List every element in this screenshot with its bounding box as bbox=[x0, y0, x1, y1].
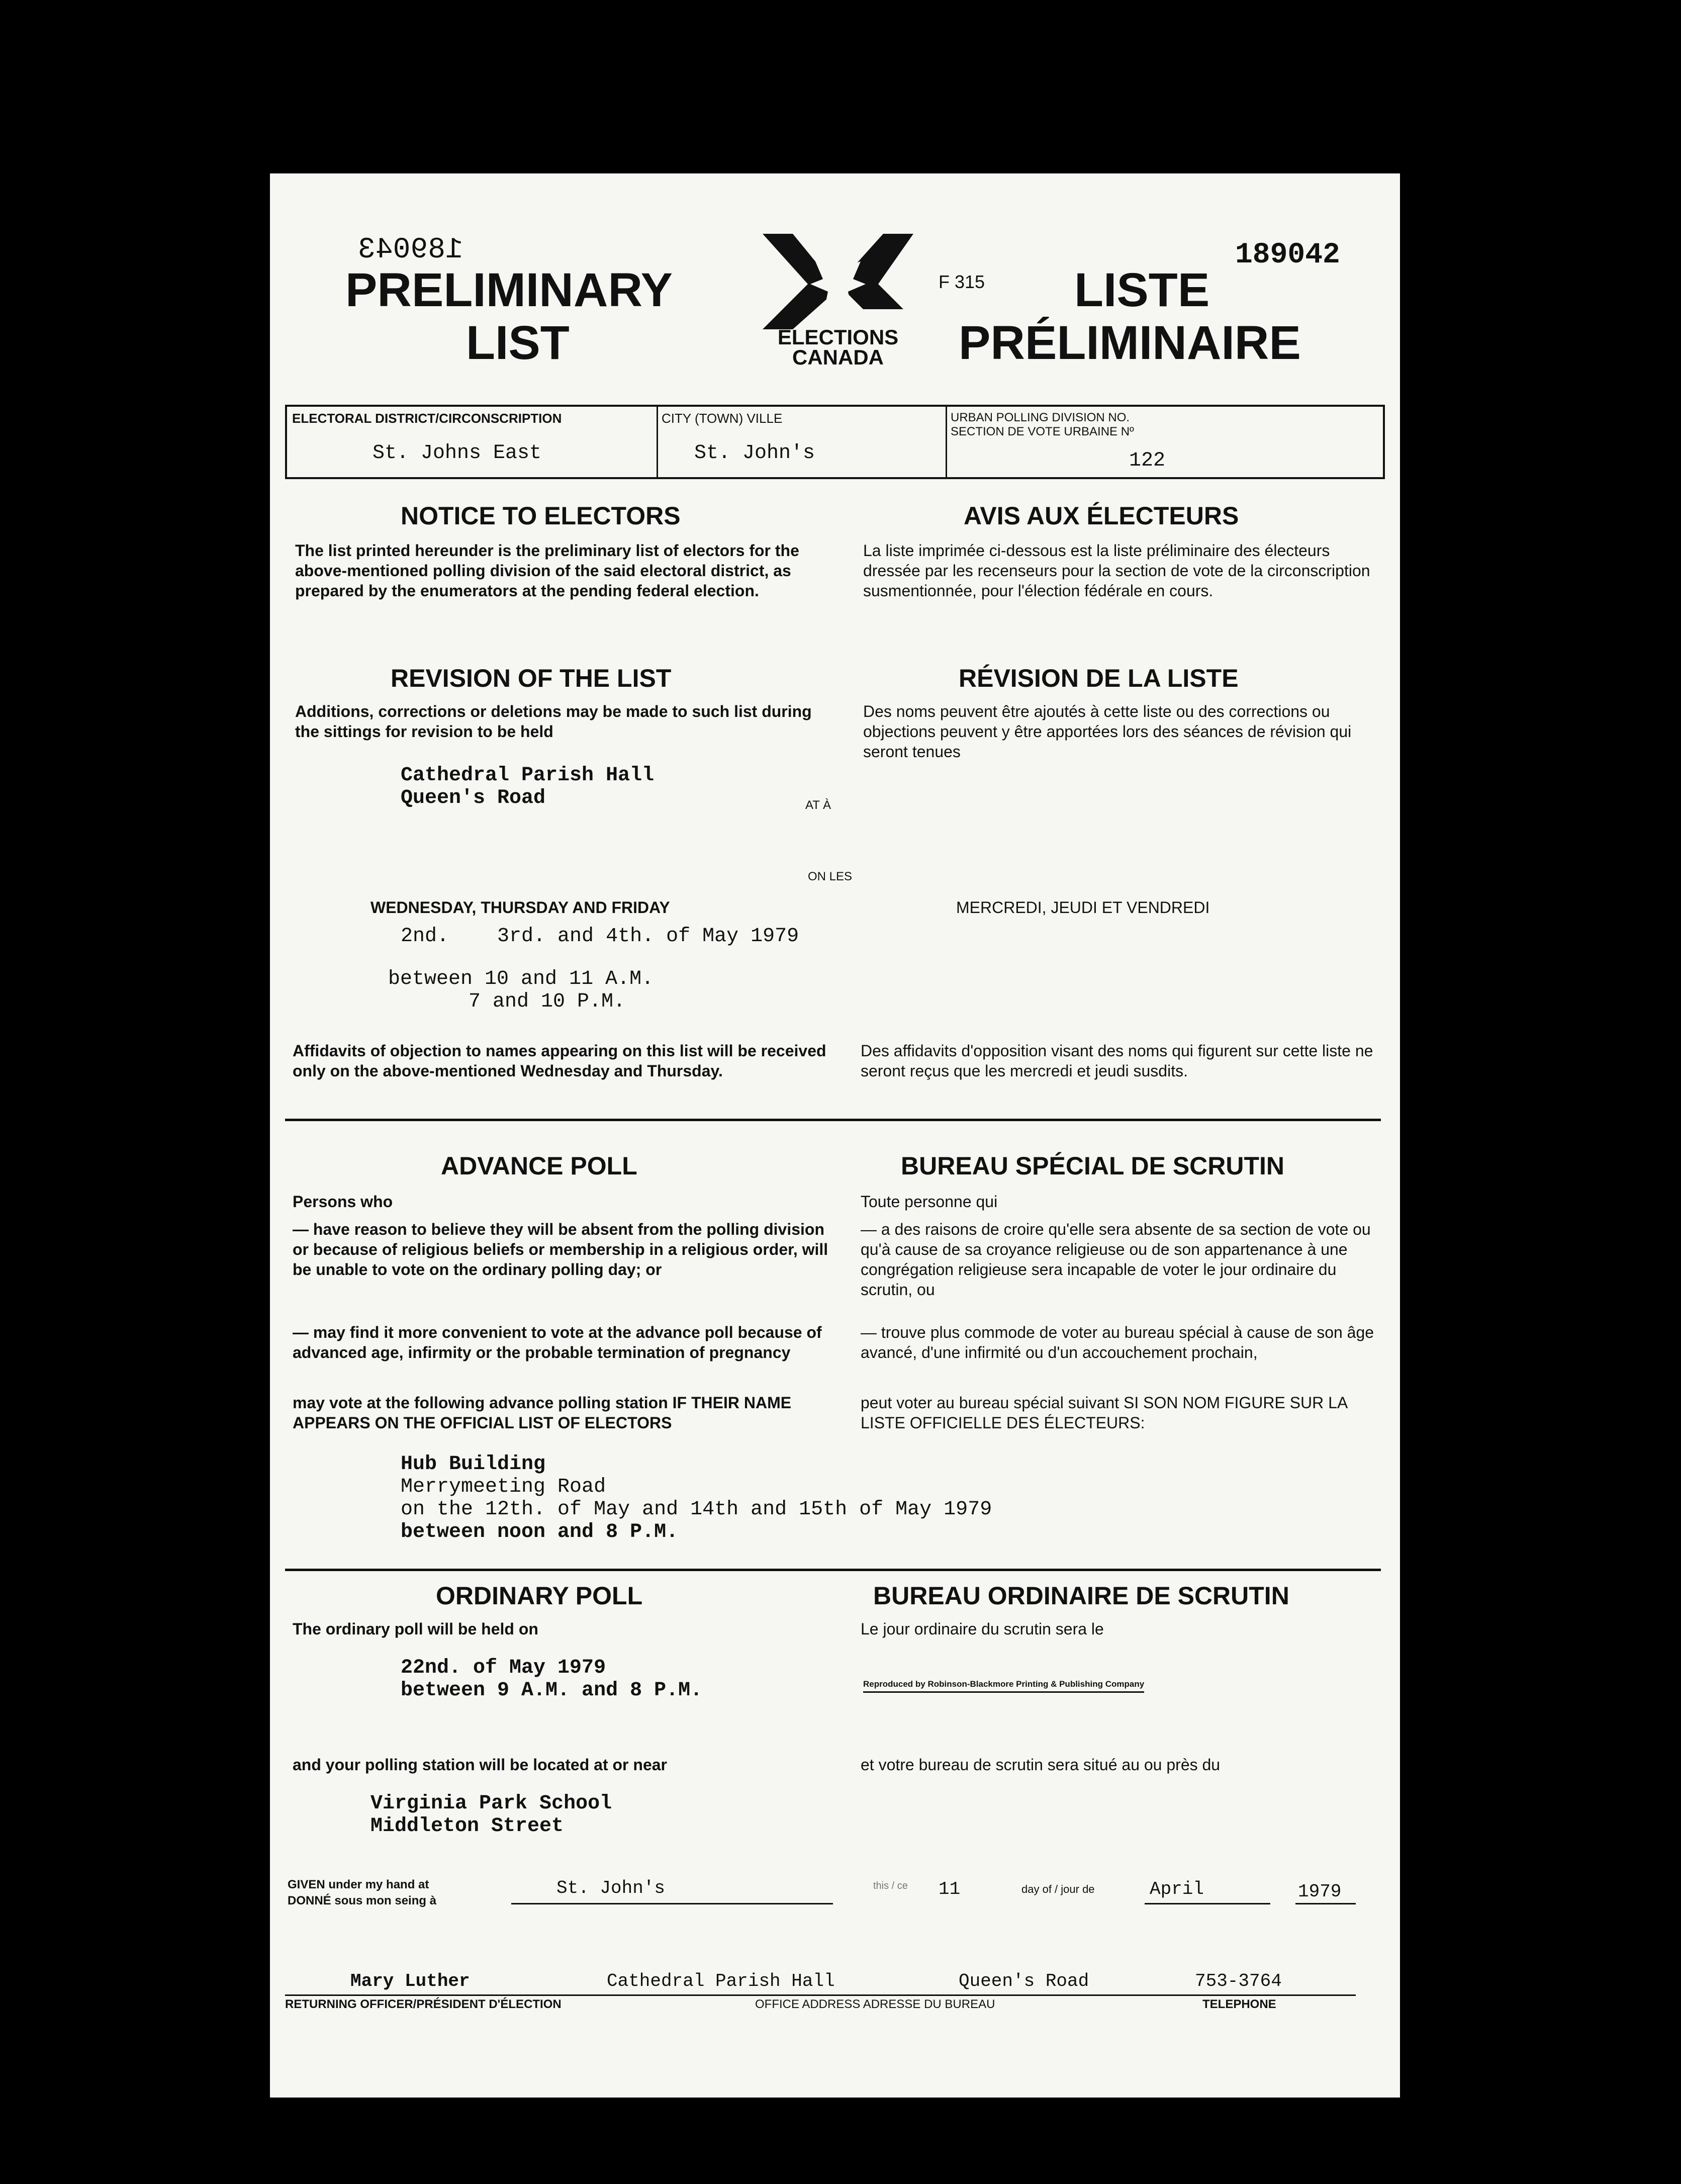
office-address-label: OFFICE ADDRESS ADRESSE DU BUREAU bbox=[755, 1997, 995, 2011]
serial-number-mirrored: 189043 bbox=[358, 234, 463, 266]
division-label-1: URBAN POLLING DIVISION NO. bbox=[951, 411, 1130, 424]
revision-text-en: Additions, corrections or deletions may be made to such list during the sittings for revision to be held bbox=[295, 702, 812, 741]
ordinary-date-1: 22nd. of May 1979 bbox=[401, 1657, 606, 1679]
advance-may-vote-en: may vote at the following advance polling station IF THEIR NAME APPEARS ON THE OFFICIAL LIST OF ELECTORS bbox=[293, 1394, 792, 1432]
section-divider bbox=[285, 1119, 1381, 1121]
ordinary-station-en: and your polling station will be located at or near bbox=[293, 1756, 667, 1774]
telephone-label: TELEPHONE bbox=[1202, 1997, 1276, 2011]
revision-place-1: Cathedral Parish Hall bbox=[401, 764, 655, 787]
division-value: 122 bbox=[1129, 449, 1166, 472]
revision-time-1: between 10 and 11 A.M. bbox=[388, 968, 654, 990]
given-year: 1979 bbox=[1298, 1881, 1342, 1902]
advance-place-2: Merrymeeting Road bbox=[401, 1476, 606, 1498]
ordinary-station-1: Virginia Park School bbox=[370, 1792, 612, 1815]
advance-item1-fr: — a des raisons de croire qu'elle sera absente de sa section de vote ou qu'à cause de sa croyance religieuse ou de son appartenance à une congrégation religieuse sera incapable de voter le jour ordinaire du scrutin, ou bbox=[861, 1220, 1371, 1299]
notice-text-fr: La liste imprimée ci-dessous est la liste préliminaire des électeurs dressée par les recenseurs pour la section de vote de la circonscription susmentionnée, pour l'élection fédérale en cours. bbox=[863, 541, 1370, 600]
city-label: CITY (TOWN) VILLE bbox=[662, 411, 783, 426]
advance-persons-en: Persons who bbox=[293, 1193, 393, 1211]
elections-canada-logo bbox=[753, 229, 923, 369]
affidavit-en: Affidavits of objection to names appearing on this list will be received only on the above-mentioned Wednesday and Thursday. bbox=[293, 1042, 826, 1080]
revision-time-2: 7 and 10 P.M. bbox=[469, 990, 626, 1013]
advance-place-4: between noon and 8 P.M. bbox=[401, 1521, 679, 1543]
notice-title-en: NOTICE TO ELECTORS bbox=[401, 502, 681, 530]
ordinary-title-en: ORDINARY POLL bbox=[436, 1582, 643, 1610]
ordinary-title-fr: BUREAU ORDINAIRE DE SCRUTIN bbox=[873, 1582, 1289, 1610]
revision-title-fr: RÉVISION DE LA LISTE bbox=[959, 664, 1239, 692]
section-divider bbox=[285, 1569, 1381, 1571]
district-box bbox=[285, 405, 1385, 479]
revision-text-fr: Des noms peuvent être ajoutés à cette liste ou des corrections ou objections peuvent y être apportées lors des séances de révision qui seront tenues bbox=[863, 702, 1352, 761]
title-en-line2: LIST bbox=[466, 316, 570, 370]
logo-text-line2: CANADA bbox=[792, 345, 884, 369]
advance-item2-en: — may find it more convenient to vote at the advance poll because of advanced age, infirmity or the probable termination of pregnancy bbox=[293, 1323, 822, 1361]
document-page bbox=[270, 173, 1400, 2098]
days-fr: MERCREDI, JEUDI ET VENDREDI bbox=[956, 898, 1210, 917]
ordinary-station-2: Middleton Street bbox=[370, 1815, 564, 1838]
ordinary-station-fr: et votre bureau de scrutin sera situé au ou près du bbox=[861, 1756, 1221, 1774]
advance-persons-fr: Toute personne qui bbox=[861, 1193, 998, 1211]
given-month: April bbox=[1150, 1879, 1204, 1899]
officer-name-label: RETURNING OFFICER/PRÉSIDENT D'ÉLECTION bbox=[285, 1997, 562, 2011]
officer-phone: 753-3764 bbox=[1195, 1971, 1282, 1991]
serial-number: 189042 bbox=[1235, 239, 1340, 271]
revision-place-2: Queen's Road bbox=[401, 787, 546, 809]
on-label: ON LES bbox=[808, 870, 853, 883]
logo-text-line1: ELECTIONS bbox=[777, 325, 899, 349]
advance-place-3: on the 12th. of May and 14th and 15th of May 1979 bbox=[401, 1498, 992, 1521]
title-en-line1: PRELIMINARY bbox=[345, 263, 673, 317]
district-label: ELECTORAL DISTRICT/CIRCONSCRIPTION bbox=[292, 411, 562, 426]
advance-may-vote-fr: peut voter au bureau spécial suivant SI SON NOM FIGURE SUR LA LISTE OFFICIELLE DES ÉLECTEURS: bbox=[861, 1394, 1347, 1432]
at-label: AT À bbox=[805, 798, 831, 812]
given-day: 11 bbox=[939, 1879, 961, 1899]
officer-road: Queen's Road bbox=[959, 1971, 1089, 1991]
officer-name: Mary Luther bbox=[350, 1971, 470, 1991]
title-fr-line1: LISTE bbox=[1074, 263, 1210, 317]
advance-title-fr: BUREAU SPÉCIAL DE SCRUTIN bbox=[901, 1152, 1285, 1180]
advance-item2-fr: — trouve plus commode de voter au bureau spécial à cause de son âge avancé, d'une infirmité ou d'un accouchement prochain, bbox=[861, 1323, 1374, 1361]
day-of-label: day of / jour de bbox=[1021, 1883, 1095, 1895]
ordinary-held-en: The ordinary poll will be held on bbox=[293, 1620, 538, 1638]
affidavit-fr: Des affidavits d'opposition visant des noms qui figurent sur cette liste ne seront reçus que les mercredi et jeudi susdits. bbox=[861, 1042, 1373, 1080]
advance-title-en: ADVANCE POLL bbox=[441, 1152, 637, 1180]
notice-title-fr: AVIS AUX ÉLECTEURS bbox=[964, 502, 1239, 530]
given-label-en: GIVEN under my hand at bbox=[288, 1878, 429, 1891]
advance-item1-en: — have reason to believe they will be absent from the polling division or because of religious beliefs or membership in a religious order, will be unable to vote on the ordinary polling day; or bbox=[293, 1220, 828, 1279]
given-place: St. John's bbox=[556, 1878, 666, 1898]
division-label-2: SECTION DE VOTE URBAINE Nº bbox=[951, 425, 1134, 438]
city-value: St. John's bbox=[694, 442, 815, 465]
form-code: F 315 bbox=[939, 271, 985, 292]
notice-text-en: The list printed hereunder is the preliminary list of electors for the above-mentioned polling division of the said electoral district, as prepared by the enumerators at the pending federal election. bbox=[295, 541, 799, 600]
district-value: St. Johns East bbox=[372, 442, 542, 465]
revision-title-en: REVISION OF THE LIST bbox=[391, 664, 672, 692]
given-label-fr: DONNÉ sous mon seing à bbox=[288, 1894, 437, 1907]
officer-address: Cathedral Parish Hall bbox=[607, 1971, 835, 1991]
revision-dates: 2nd. 3rd. and 4th. of May 1979 bbox=[401, 925, 799, 948]
printer-credit: Reproduced by Robinson-Blackmore Printing & Publishing Company bbox=[863, 1679, 1144, 1693]
days-en: WEDNESDAY, THURSDAY AND FRIDAY bbox=[370, 898, 670, 917]
title-fr-line2: PRÉLIMINAIRE bbox=[959, 316, 1301, 370]
advance-place-1: Hub Building bbox=[401, 1453, 546, 1476]
ordinary-held-fr: Le jour ordinaire du scrutin sera le bbox=[861, 1620, 1104, 1638]
this-label: this / ce bbox=[873, 1880, 908, 1891]
ordinary-date-2: between 9 A.M. and 8 P.M. bbox=[401, 1679, 703, 1702]
